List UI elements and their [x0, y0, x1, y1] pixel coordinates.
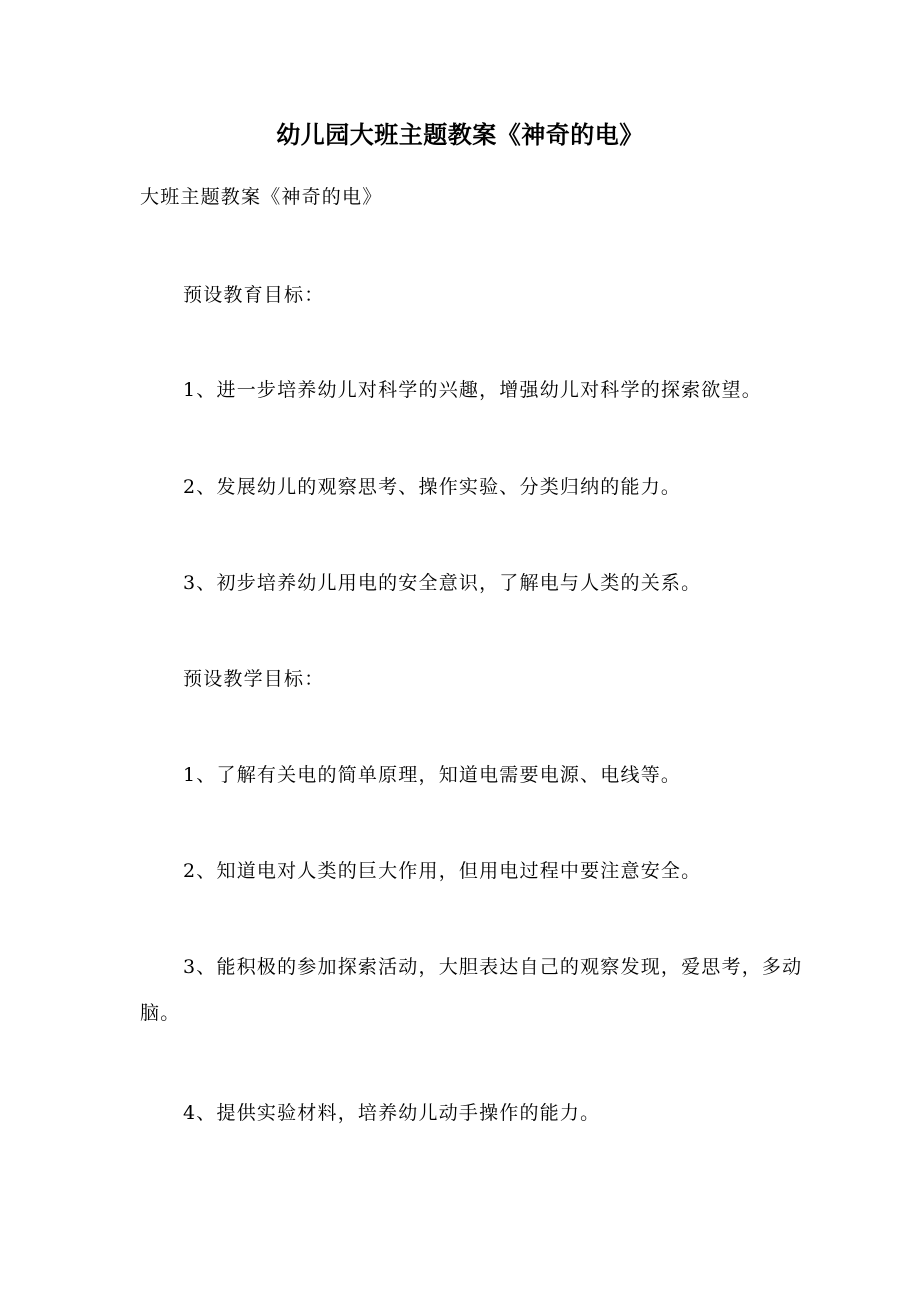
section-heading-education-goals: 预设教育目标：	[183, 284, 325, 306]
education-goal-item: 2、发展幼儿的观察思考、操作实验、分类归纳的能力。	[183, 476, 682, 498]
document-subtitle: 大班主题教案《神奇的电》	[140, 186, 383, 208]
teaching-goal-item: 3、能积极的参加探索活动，大胆表达自己的观察发现，爱思考，多动脑。	[140, 956, 803, 1024]
education-goal-item: 3、初步培养幼儿用电的安全意识，了解电与人类的关系。	[183, 572, 702, 594]
teaching-goal-item: 4、提供实验材料，培养幼儿动手操作的能力。	[183, 1102, 601, 1124]
education-goal-item: 1、进一步培养幼儿对科学的兴趣，增强幼儿对科学的探索欲望。	[183, 379, 762, 401]
teaching-goal-item: 1、了解有关电的简单原理，知道电需要电源、电线等。	[183, 764, 682, 786]
section-heading-teaching-goals: 预设教学目标：	[183, 668, 325, 690]
teaching-goal-item: 2、知道电对人类的巨大作用，但用电过程中要注意安全。	[183, 860, 702, 882]
document-title: 幼儿园大班主题教案《神奇的电》	[276, 120, 644, 149]
